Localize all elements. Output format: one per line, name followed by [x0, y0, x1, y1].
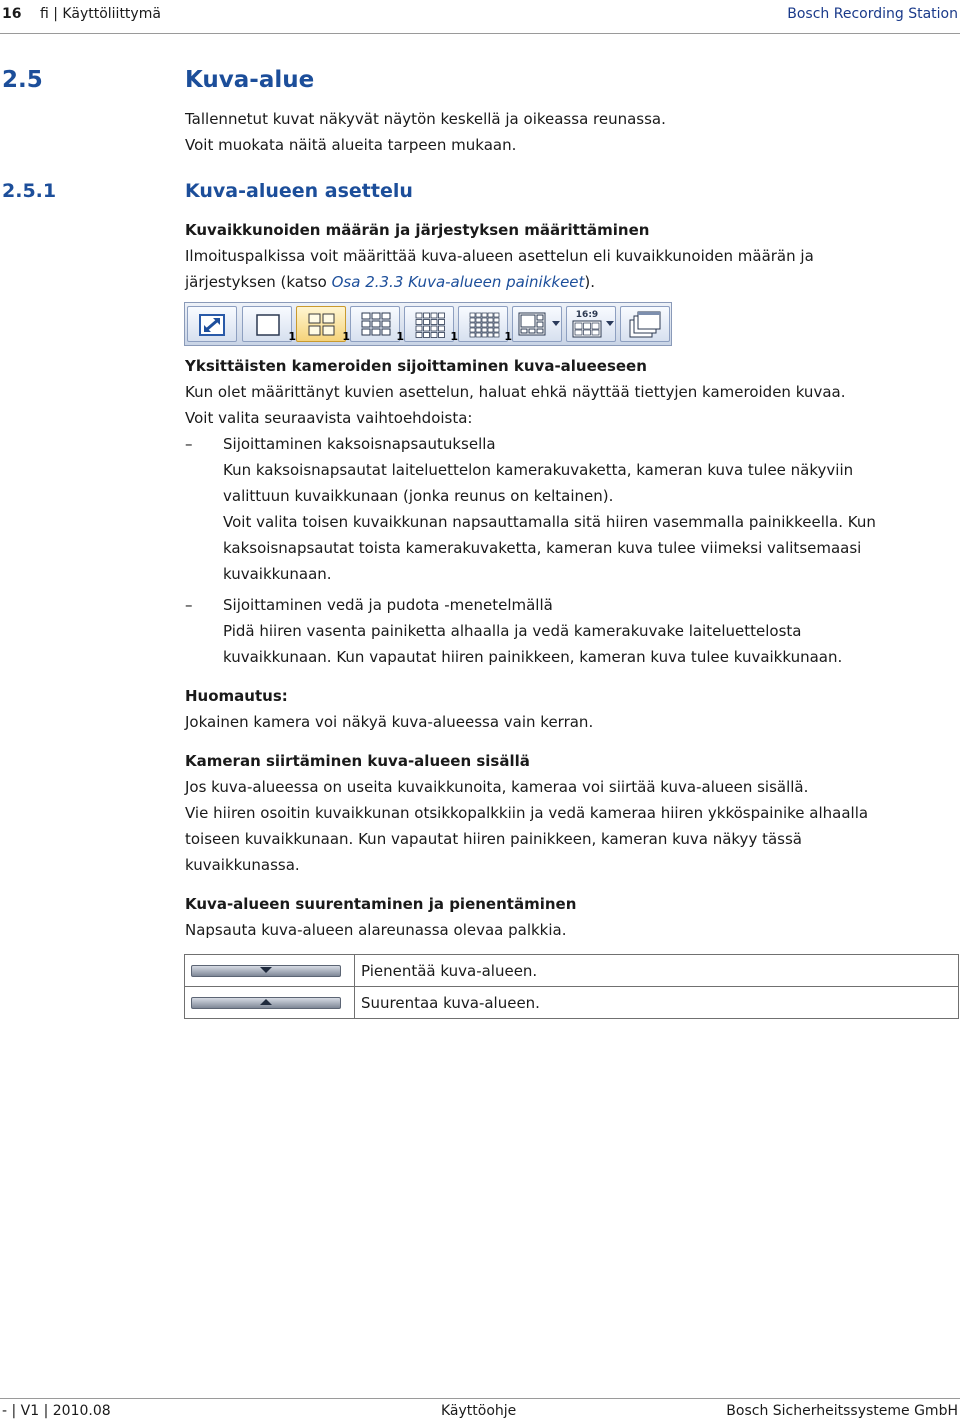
layout-badge: 1	[396, 330, 404, 343]
arrow-up-icon	[260, 999, 272, 1005]
section-title: Kuva-alue	[185, 67, 315, 93]
moving-line-1: Jos kuva-alueessa on useita kuvaikkunoita, kameraa voi siirtää kuva-alueen sisällä.	[185, 778, 809, 796]
intro-line-2: Voit muokata näitä alueita tarpeen mukaan.	[185, 136, 517, 154]
aspect-ratio-button[interactable]	[566, 306, 616, 342]
footer-rule	[0, 1398, 960, 1399]
table-cell-icon	[185, 955, 355, 987]
item1-line-1: Kun kaksoisnapsautat laiteluettelon kamerakuvaketta, kameran kuva tulee näkyviin	[223, 461, 854, 479]
resize-heading: Kuva-alueen suurentaminen ja pienentäminen	[185, 895, 577, 913]
grid-4x4-icon	[405, 307, 455, 343]
maximize-button[interactable]	[187, 306, 237, 342]
header-rule	[0, 33, 960, 34]
grid-3x3-icon	[351, 307, 401, 343]
item2-line-2: kuvaikkunaan. Kun vapautat hiiren painikkeen, kameran kuva tulee kuvaikkunaan.	[223, 648, 843, 666]
moving-line-3: toiseen kuvaikkunaan. Kun vapautat hiiren painikkeen, kameran kuva näkyy tässä	[185, 830, 802, 848]
cross-reference-link[interactable]: Osa 2.3.3 Kuva-alueen painikkeet	[331, 273, 585, 291]
expand-bar-icon[interactable]	[191, 997, 341, 1009]
table-row	[185, 987, 959, 1019]
footer-version: - | V1 | 2010.08	[2, 1403, 111, 1419]
table-cell-label: Pienentää kuva-alueen.	[355, 955, 959, 987]
layout-dropdown-button[interactable]	[512, 306, 562, 342]
item2-title: Sijoittaminen vedä ja pudota -menetelmällä	[223, 596, 553, 614]
collapse-bar-icon[interactable]	[191, 965, 341, 977]
layout-badge: 1	[342, 330, 350, 343]
cascade-button[interactable]	[620, 306, 670, 342]
note-heading: Huomautus:	[185, 687, 288, 705]
layout-4-button[interactable]	[296, 306, 350, 343]
header-product: Bosch Recording Station	[787, 6, 958, 22]
layout-subheading: Kuvaikkunoiden määrän ja järjestyksen määrittäminen	[185, 221, 650, 239]
subsection-number: 2.5.1	[2, 180, 57, 202]
chevron-down-icon	[606, 321, 614, 326]
table-cell-label: Suurentaa kuva-alueen.	[355, 987, 959, 1019]
grid-5x5-icon	[459, 307, 509, 343]
subsection-title: Kuva-alueen asettelu	[185, 180, 413, 202]
bullet-dash: –	[185, 596, 193, 614]
layout-line-2: järjestyksen (katso Osa 2.3.3 Kuva-alueen painikkeet).	[185, 273, 596, 291]
table-row	[185, 955, 959, 987]
page-number: 16	[2, 6, 22, 22]
single-view-icon	[243, 307, 293, 343]
intro-line-1: Tallennetut kuvat näkyvät näytön keskellä ja oikeassa reunassa.	[185, 110, 666, 128]
footer-doc-type: Käyttöohje	[441, 1403, 517, 1419]
maximize-icon	[188, 307, 238, 343]
layout-badge: 1	[504, 330, 512, 343]
layout-25-button[interactable]	[458, 306, 512, 343]
placing-line-2: Voit valita seuraavista vaihtoehdoista:	[185, 409, 473, 427]
cascade-windows-icon	[621, 307, 671, 343]
layout-1-button[interactable]	[242, 306, 296, 343]
moving-line-2: Vie hiiren osoitin kuvaikkunan otsikkopalkkiin ja vedä kameraa hiiren ykköspainike alhaalla	[185, 804, 869, 822]
resize-table	[184, 954, 959, 1019]
resize-text: Napsauta kuva-alueen alareunassa olevaa palkkia.	[185, 921, 567, 939]
item2-line-1: Pidä hiiren vasenta painiketta alhaalla ja vedä kamerakuvake laiteluettelosta	[223, 622, 802, 640]
placing-heading: Yksittäisten kameroiden sijoittaminen kuva-alueeseen	[185, 357, 647, 375]
footer-company: Bosch Sicherheitssysteme GmbH	[726, 1403, 958, 1419]
moving-line-4: kuvaikkunassa.	[185, 856, 300, 874]
note-text: Jokainen kamera voi näkyä kuva-alueessa vain kerran.	[185, 713, 594, 731]
layout-16-button[interactable]	[404, 306, 458, 343]
header-section: fi | Käyttöliittymä	[40, 6, 161, 22]
item1-line-3: Voit valita toisen kuvaikkunan napsauttamalla sitä hiiren vasemmalla painikkeella. Kun	[223, 513, 876, 531]
chevron-down-icon	[552, 321, 560, 326]
item1-title: Sijoittaminen kaksoisnapsautuksella	[223, 435, 496, 453]
moving-heading: Kameran siirtäminen kuva-alueen sisällä	[185, 752, 530, 770]
item1-line-2: valittuun kuvaikkunaan (jonka reunus on keltainen).	[223, 487, 614, 505]
arrow-down-icon	[260, 967, 272, 973]
layout-badge: 1	[450, 330, 458, 343]
layout-toolbar	[184, 302, 672, 346]
item1-line-5: kuvaikkunaan.	[223, 565, 332, 583]
grid-2x2-icon	[297, 307, 347, 343]
section-number: 2.5	[2, 67, 43, 93]
placing-line-1: Kun olet määrittänyt kuvien asettelun, haluat ehkä näyttää tiettyjen kameroiden kuvaa.	[185, 383, 846, 401]
item1-line-4: kaksoisnapsautat toista kamerakuvaketta, kameran kuva tulee viimeksi valitsemaasi	[223, 539, 862, 557]
layout-badge: 1	[288, 330, 296, 343]
layout-line-1: Ilmoituspalkissa voit määrittää kuva-alueen asettelun eli kuvaikkunoiden määrän ja	[185, 247, 814, 265]
layout-9-button[interactable]	[350, 306, 404, 343]
aspect-ratio-label: 16:9	[575, 310, 599, 320]
bullet-dash: –	[185, 435, 193, 453]
table-cell-icon	[185, 987, 355, 1019]
